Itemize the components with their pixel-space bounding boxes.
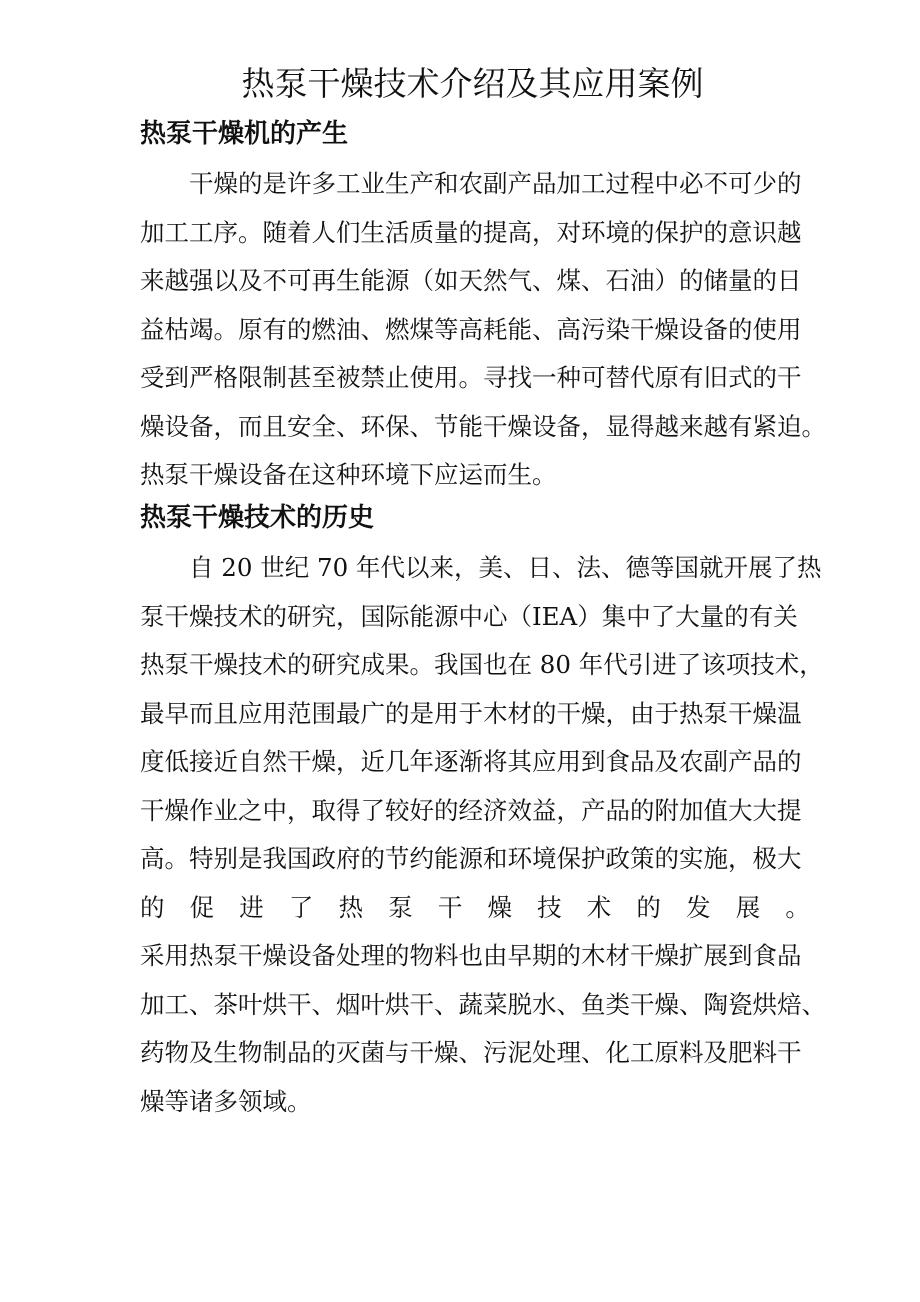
justified-char: 技 [537, 892, 562, 922]
document-title: 热泵干燥技术介绍及其应用案例 [241, 64, 704, 103]
justified-char: 的 [636, 892, 661, 922]
justified-char: 进 [239, 892, 264, 922]
paragraph-line: 干燥的是许多工业生产和农副产品加工过程中必不可少的 [189, 169, 802, 198]
section-heading-origin: 热泵干燥机的产生 [140, 119, 349, 149]
paragraph-line: 燥等诸多领域。 [140, 1086, 312, 1116]
paragraph-line: 度低接近自然干燥，近几年逐渐将其应用到食品及农副产品的 [140, 747, 802, 776]
section-paragraph-history [140, 544, 826, 1126]
justified-char: 了 [288, 892, 314, 922]
justified-char: 干 [437, 892, 463, 922]
paragraph-line: 热泵干燥技术的研究成果。我国也在 80 年代引进了该项技术， [140, 650, 824, 679]
paragraph-line: 药物及生物制品的灭菌与干燥、污泥处理、化工原料及肥料干 [140, 1038, 802, 1067]
paragraph-line: 干燥作业之中，取得了较好的经济效益，产品的附加值大大提 [140, 795, 802, 825]
section-paragraph-origin [140, 160, 826, 500]
paragraph-line: 泵干燥技术的研究，国际能源中心（IEA）集中了大量的有关 [140, 601, 798, 631]
justified-char: 术 [586, 892, 612, 922]
paragraph-line: 加工工序。随着人们生活质量的提高，对环境的保护的意识越 [140, 217, 802, 247]
paragraph-line: 高。特别是我国政府的节约能源和环境保护政策的实施，极大 [140, 844, 802, 873]
justified-char: 促 [189, 892, 215, 922]
justified-char: 展 [735, 892, 761, 922]
paragraph-line: 受到严格限制甚至被禁止使用。寻找一种可替代原有旧式的干 [140, 363, 802, 392]
paragraph-line-justified [140, 884, 810, 933]
justified-char: 泵 [388, 892, 413, 922]
justified-char: 发 [686, 892, 711, 922]
paragraph-line: 益枯竭。原有的燃油、燃煤等高耗能、高污染干燥设备的使用 [140, 314, 802, 344]
section-heading-history: 热泵干燥技术的历史 [140, 503, 375, 533]
justified-char: 热 [338, 892, 364, 922]
justified-char: 。 [785, 892, 810, 922]
paragraph-line: 燥设备，而且安全、环保、节能干燥设备，显得越来越有紧迫。 [140, 411, 826, 441]
paragraph-line: 来越强以及不可再生能源（如天然气、煤、石油）的储量的日 [140, 266, 802, 295]
paragraph-line: 加工、茶叶烘干、烟叶烘干、蔬菜脱水、鱼类干燥、陶瓷烘焙、 [140, 989, 826, 1019]
paragraph-line: 自 20 世纪 70 年代以来，美、日、法、德等国就开展了热 [189, 553, 822, 582]
paragraph-line: 热泵干燥设备在这种环境下应运而生。 [140, 460, 557, 489]
paragraph-line: 采用热泵干燥设备处理的物料也由早期的木材干燥扩展到食品 [140, 941, 802, 970]
justified-char: 燥 [487, 892, 512, 922]
justified-char: 的 [140, 892, 165, 922]
paragraph-line: 最早而且应用范围最广的是用于木材的干燥，由于热泵干燥温 [140, 698, 802, 728]
